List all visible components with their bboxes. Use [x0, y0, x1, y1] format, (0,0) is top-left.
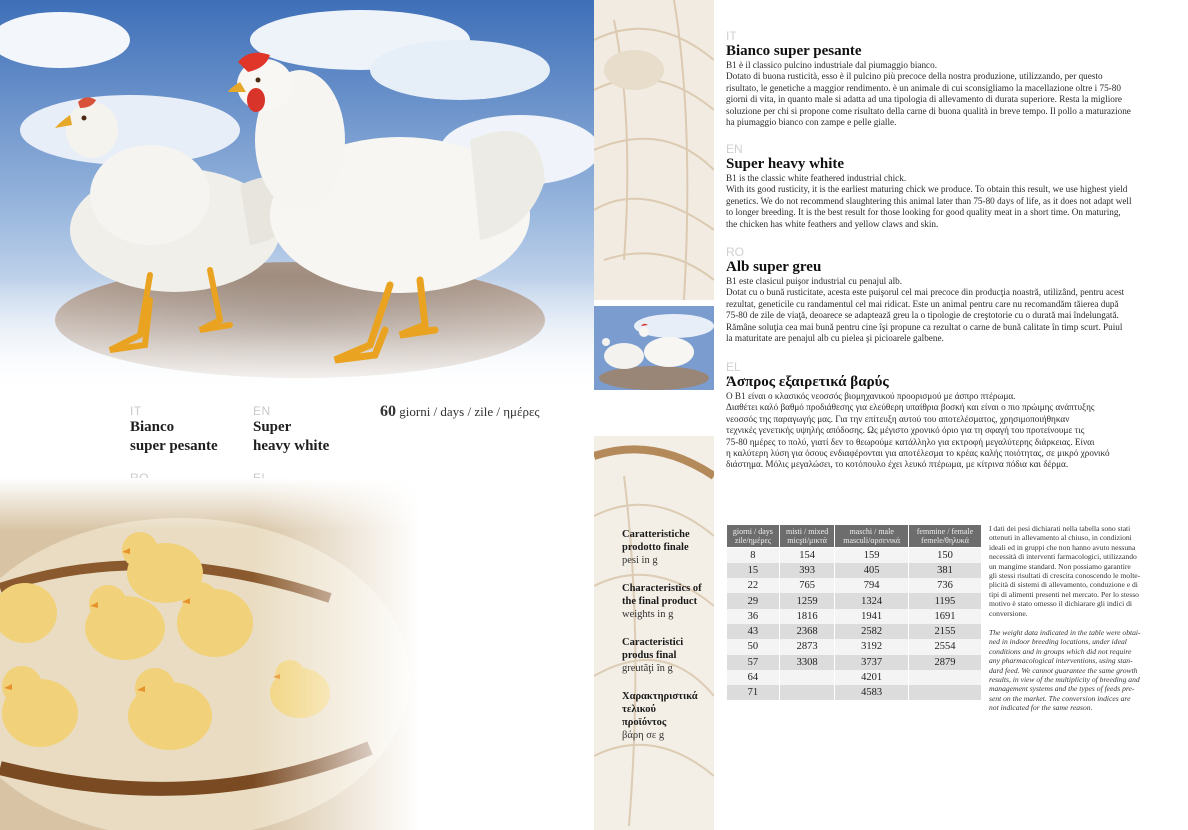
note-line: I dati dei pesi dichiarati nella tabella sono stati: [989, 524, 1131, 533]
days-label: [380, 403, 540, 421]
char-unit: βάρη σε g: [622, 730, 665, 741]
text-line: Dotat cu o bună rusticitate, acesta este puişorul cel mai precoce din producţia noastră, utilizând, pentru acest: [726, 287, 1125, 298]
note-line: un mangime standard. Non possiamo garantire: [989, 561, 1131, 571]
table-cell: 1941: [835, 609, 909, 624]
label-it-line1: Bianco: [130, 419, 175, 435]
hens-photo: [0, 0, 594, 395]
table-cell: 36: [727, 609, 780, 624]
text-line: B1 is the classic white feathered industrial chick.: [726, 173, 907, 183]
text-line: risultato, le genetiche a maggior rendimento. è un animale di cui sconsigliamo la macellazione oltre i 75-80: [726, 82, 1121, 93]
days-text: giorni / days / zile / ημέρες: [399, 404, 540, 419]
right-page: [594, 0, 1188, 830]
header-line: femele/θηλυκά: [921, 536, 969, 545]
note-line: results, in view of the multiplicity of breeding and: [989, 675, 1140, 685]
header-line: femmine / female: [916, 527, 974, 536]
col-female-header: [908, 525, 981, 548]
text-line: la maturitate are penajul alb cu pielea şi picioarele galbene.: [726, 333, 944, 344]
chicks-photo: [0, 478, 420, 830]
table-cell: 154: [779, 548, 835, 563]
char-heading: the final product: [622, 596, 698, 607]
text-line: Rămâne soluţia cea mai bună pentru cine îşi propune ca rezultat o carne de bună calitate în timp scurt. Puiul: [726, 321, 1123, 332]
note-line: dard feed. We cannot guarantee the same growth: [989, 665, 1138, 675]
table-cell: 15: [727, 563, 780, 578]
text-line: νεοσσός της παραγωγής μας. Για την επίτευξη αυτού του αποτελέσματος, χρησιμοποιήθηκαν: [726, 413, 1070, 424]
char-heading: Caracteristici: [622, 637, 684, 648]
note-line: gli stessi risultati di crescita conoscendo le molte-: [989, 571, 1141, 581]
table-cell: 8: [727, 548, 780, 563]
label-en: [253, 404, 329, 456]
table-cell: 381: [908, 563, 981, 578]
table-row: [727, 670, 982, 685]
section-ro-code: RO: [726, 245, 744, 259]
section-ro-title: Alb super greu: [726, 259, 822, 275]
table-cell: 4201: [835, 670, 909, 685]
section-en-code: EN: [726, 142, 743, 156]
note-line: sent on the market. The conversion indices are: [989, 693, 1131, 703]
table-cell: 794: [835, 578, 909, 593]
note-line: any pharmacological interventions, using stan-: [989, 656, 1133, 666]
label-en-line2: heavy white: [253, 438, 330, 454]
section-en-title: Super heavy white: [726, 156, 845, 172]
section-it: [726, 30, 1164, 128]
table-cell: 50: [727, 639, 780, 654]
label-en-line1: Super: [253, 419, 292, 435]
text-line: With its good rusticity, it is the earliest maturing chick we produce. To obtain this result, we use highest yield: [726, 184, 1128, 195]
table-cell: [779, 670, 835, 685]
note-line: tipi di alimenti presenti nel mercato. Per lo stesso: [989, 589, 1139, 599]
note-line: management systems and the types of feeds pre-: [989, 684, 1135, 694]
section-ro: [726, 246, 1164, 344]
text-line: the chicken has white feathers and yellow claws and skin.: [726, 218, 939, 229]
table-cell: 64: [727, 670, 780, 685]
table-row: [727, 578, 982, 593]
table-cell: 1691: [908, 609, 981, 624]
table-cell: 43: [727, 624, 780, 639]
table-cell: 4583: [835, 685, 909, 700]
text-line: η καλύτερη λύση για όσους ενδιαφέρονται για αποτέλεσμα το κρέας καλής ποιότητας, σε μικρό χρονικό: [726, 448, 1110, 459]
weights-table: [726, 524, 982, 700]
section-en-body: [726, 173, 1164, 230]
notes-en: [989, 628, 1169, 713]
label-it-line2: super pesante: [130, 438, 218, 454]
table-cell: [908, 670, 981, 685]
table-row: [727, 639, 982, 654]
header-line: maschi / male: [849, 527, 894, 536]
text-line: genetics. We do not recommend slaughtering this animal later than 75-80 days of life, as it does not adapt well: [726, 195, 1132, 206]
straw-strip-top: [594, 0, 714, 300]
table-cell: 2582: [835, 624, 909, 639]
text-line: Dotato di buona rusticità, esso è il pulcino più precoce della nostra produzione, utilizzando, per questo: [726, 71, 1103, 82]
notes-it: [989, 524, 1169, 618]
header-line: giorni / days: [732, 527, 773, 536]
table-cell: 2873: [779, 639, 835, 654]
lang-code-it: IT: [130, 404, 142, 418]
table-cell: 57: [727, 655, 780, 670]
header-line: micşti/μικτά: [787, 536, 827, 545]
table-cell: 765: [779, 578, 835, 593]
characteristics-en: [622, 582, 717, 621]
note-line: ottenuti in allevamento al chiuso, in condizioni: [989, 533, 1132, 543]
text-line: to longer breeding. It is the best result for those looking for good quality meat in a short time. On maturing,: [726, 207, 1121, 218]
section-el: [726, 361, 1164, 471]
char-unit: weights in g: [622, 609, 674, 620]
table-cell: 1195: [908, 593, 981, 608]
text-line: 75-80 ημέρες το πολύ, γιατί δεν το θεωρούμε κατάλληλο για εκτροφή μεγαλύτερης διάρκειας. Είναι: [726, 436, 1095, 447]
header-line: misti / mixed: [785, 527, 829, 536]
table-header-row: [727, 525, 982, 548]
table-row: [727, 548, 982, 563]
table-cell: 1816: [779, 609, 835, 624]
table-cell: 736: [908, 578, 981, 593]
text-line: soluzione per chi si propone come risultato della carne di buona qualità in breve tempo. Il pollo a maturazione: [726, 105, 1131, 116]
char-heading: prodotto finale: [622, 542, 689, 553]
note-line: motivo è stato omesso il dichiarare gli indici di: [989, 599, 1132, 609]
text-line: 75-80 de zile de viaţă, deoarece se adaptează greu la o tipologie de creştotorie cu o durată mai îndelungată.: [726, 310, 1119, 321]
text-line: B1 è il classico pulcino industriale dal piumaggio bianco.: [726, 60, 938, 70]
section-el-title: Άσπρος εξαιρετικά βαρύς: [726, 374, 889, 390]
table-row: [727, 685, 982, 700]
header-line: zile/ημέρες: [734, 536, 771, 545]
text-line: O B1 είναι ο κλασικός νεοσσός βιομηχανικού προορισμού με άσπρο πτέρωμα.: [726, 391, 1016, 401]
table-cell: [908, 685, 981, 700]
table-cell: 1259: [779, 593, 835, 608]
characteristics-ro: [622, 636, 717, 675]
lang-code-en: EN: [253, 404, 271, 418]
mini-hens-photo: [594, 306, 714, 390]
table-cell: 3737: [835, 655, 909, 670]
note-line: not indicated for the same reason.: [989, 703, 1093, 713]
table-row: [727, 655, 982, 670]
table-cell: 405: [835, 563, 909, 578]
text-line: giorni di vita, in quanto male si adatta ad una tipologia di allevamento di durata superiore. Resta la migliore: [726, 94, 1122, 105]
section-el-code: EL: [726, 360, 741, 374]
section-it-code: IT: [726, 29, 737, 43]
table-cell: 29: [727, 593, 780, 608]
char-unit: greutăţi în g: [622, 663, 673, 674]
char-heading: Caratteristiche: [622, 529, 690, 540]
table-cell: 159: [835, 548, 909, 563]
text-line: τεχνικές γενετικής υψηλής απόδοσης. Ως μέγιστο χρονικό όριο για τη σφαγή του προτείνουμε τις: [726, 425, 1085, 436]
note-line: ideali ed in gruppi che non hanno avuto nessuna: [989, 542, 1136, 552]
table-cell: 393: [779, 563, 835, 578]
straw-strip-bottom: [594, 436, 714, 830]
char-unit: pesi in g: [622, 555, 658, 566]
characteristics-el: [622, 690, 717, 742]
table-cell: 2368: [779, 624, 835, 639]
table-cell: 2554: [908, 639, 981, 654]
note-line: conditions and in groups which did not require: [989, 646, 1132, 656]
table-cell: 150: [908, 548, 981, 563]
note-line: plicità di sistemi di allevamento, conduzione e di: [989, 580, 1138, 590]
table-cell: 3192: [835, 639, 909, 654]
section-ro-body: [726, 276, 1164, 344]
char-heading: προϊόντος: [622, 717, 667, 728]
table-cell: 1324: [835, 593, 909, 608]
text-line: B1 este clasicul puişor industrial cu penajul alb.: [726, 276, 903, 286]
characteristics-it: [622, 528, 717, 567]
days-number: 60: [380, 403, 396, 420]
col-male-header: [835, 525, 909, 548]
note-line: The weight data indicated in the table were obtai-: [989, 628, 1141, 637]
note-line: conversione.: [989, 608, 1028, 618]
table-row: [727, 593, 982, 608]
text-line: διάστημα. Μόλις μεγαλώσει, το κοτόπουλο έχει λευκό πτέρωμα, με κίτρινα πόδια και δέρμα.: [726, 459, 1069, 470]
section-en: [726, 143, 1164, 230]
text-line: rezultat, geneticile cu randamentul cel mai ridicat. Este un animal pentru care nu recomandăm tăierea după: [726, 298, 1119, 309]
char-heading: Χαρακτηριστικά: [622, 691, 698, 702]
table-cell: [779, 685, 835, 700]
char-heading: produs final: [622, 650, 677, 661]
table-row: [727, 609, 982, 624]
col-mixed-header: [779, 525, 835, 548]
table-cell: 2879: [908, 655, 981, 670]
table-cell: 71: [727, 685, 780, 700]
header-line: masculi/αρσενικά: [843, 536, 901, 545]
char-heading: τελικού: [622, 704, 656, 715]
text-line: Διαθέτει καλό βαθμό προδιάθεσης για ελεύθερη υπαίθρια βοσκή και είναι ο πιο πρώιμης ανάπτυξης: [726, 402, 1095, 413]
note-line: ned in indoor breeding locations, under ideal: [989, 637, 1127, 647]
table-cell: 2155: [908, 624, 981, 639]
text-line: ha piumaggio bianco con zampe e pelle gialle.: [726, 117, 897, 128]
section-it-body: [726, 60, 1164, 128]
section-it-title: Bianco super pesante: [726, 43, 862, 59]
char-heading: Characteristics of: [622, 583, 702, 594]
section-el-body: [726, 391, 1164, 471]
table-row: [727, 563, 982, 578]
label-it: [130, 404, 218, 456]
table-cell: 3308: [779, 655, 835, 670]
note-line: necessità di interventi farmacologici, utilizzando: [989, 552, 1137, 562]
table-cell: 22: [727, 578, 780, 593]
col-days-header: [727, 525, 780, 548]
table-row: [727, 624, 982, 639]
